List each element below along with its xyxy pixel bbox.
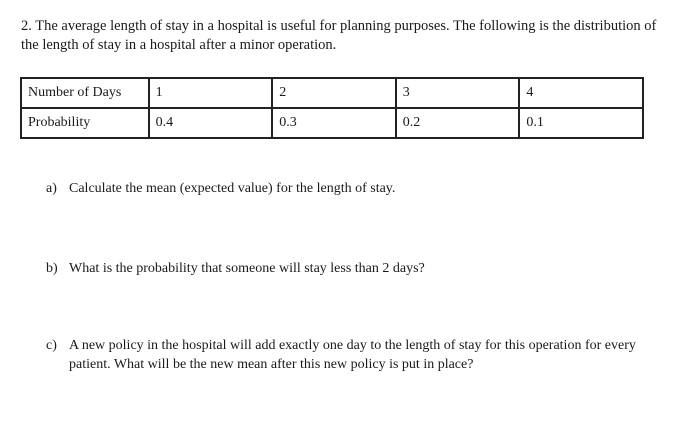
days-row-label: Number of Days [21, 78, 149, 108]
table-row [21, 78, 643, 108]
question-text: Calculate the mean (expected value) for the length of stay. [69, 181, 396, 196]
question-b [46, 259, 646, 279]
probability-cell: 0.2 [396, 108, 520, 138]
probability-row-label: Probability [21, 108, 149, 138]
question-marker: b) [46, 261, 58, 276]
days-cell: 3 [396, 78, 520, 108]
question-marker: a) [46, 181, 57, 196]
days-cell: 2 [272, 78, 396, 108]
probability-cell: 0.3 [272, 108, 396, 138]
distribution-table [20, 77, 644, 139]
probability-cell: 0.1 [519, 108, 643, 138]
table-row [21, 108, 643, 138]
days-cell: 1 [149, 78, 273, 108]
probability-cell: 0.4 [149, 108, 273, 138]
problem-intro: 2. The average length of stay in a hospital is useful for planning purposes. The following is the distribution of the length of stay in a hospital after a minor operation. [21, 18, 657, 53]
question-text: What is the probability that someone will stay less than 2 days? [69, 261, 425, 276]
question-marker: c) [46, 338, 57, 353]
question-text: A new policy in the hospital will add exactly one day to the length of stay for this operation for every patient. What will be the new mean after this new policy is put in place? [69, 338, 636, 372]
question-a [46, 179, 646, 199]
days-cell: 4 [519, 78, 643, 108]
question-c [46, 336, 646, 376]
